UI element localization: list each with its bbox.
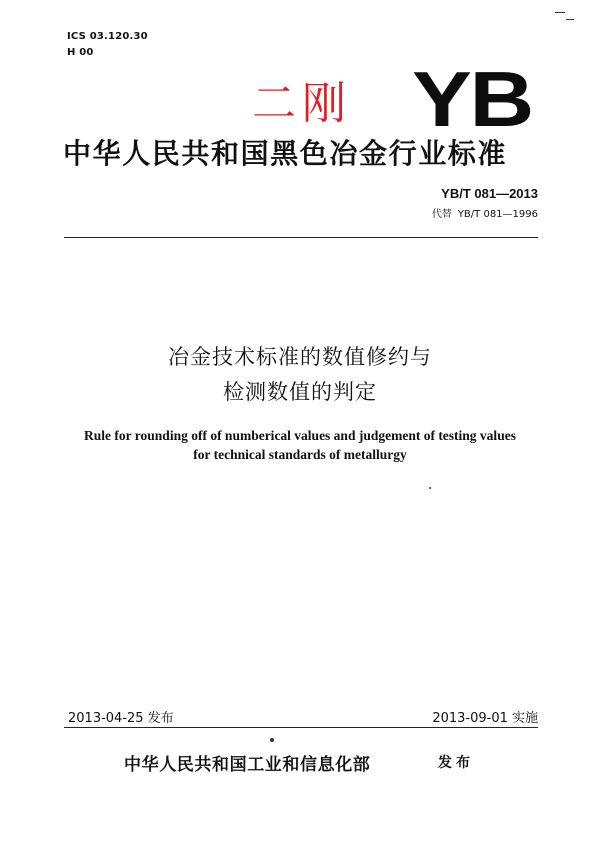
scan-speck <box>270 738 274 742</box>
issue-label: 发布 <box>438 755 474 771</box>
title-cn-line-2: 检测数值的判定 <box>223 380 377 404</box>
classification-code: H 00 <box>67 47 94 58</box>
standard-number: YB/T 081—2013 <box>441 186 538 201</box>
replaces-line <box>432 205 538 220</box>
publish-date: 2013-04-25 发布 <box>68 711 174 726</box>
title-en-line-2: for technical standards of metallurgy <box>193 447 407 462</box>
title-en-line-1: Rule for rounding off of numberical values and judgement of testing values <box>84 428 516 443</box>
red-stamp-text: 二刚 <box>252 78 352 129</box>
industry-standard-title: 中华人民共和国黑色冶金行业标准 <box>63 137 508 170</box>
bottom-divider <box>64 727 538 728</box>
title-cn-line-1: 冶金技术标准的数值修约与 <box>168 345 432 369</box>
top-divider <box>64 237 538 238</box>
scan-speck <box>429 487 431 489</box>
implement-date: 2013-09-01 实施 <box>432 711 538 726</box>
replaces-label: 代替 <box>431 209 452 220</box>
issuing-ministry: 中华人民共和国工业和信息化部 <box>124 755 371 775</box>
scan-speck <box>566 19 574 20</box>
replaces-number: YB/T 081—1996 <box>457 209 538 220</box>
yb-logo: YB <box>412 55 533 143</box>
ics-code: ICS 03.120.30 <box>67 31 148 42</box>
scan-speck <box>555 12 565 13</box>
